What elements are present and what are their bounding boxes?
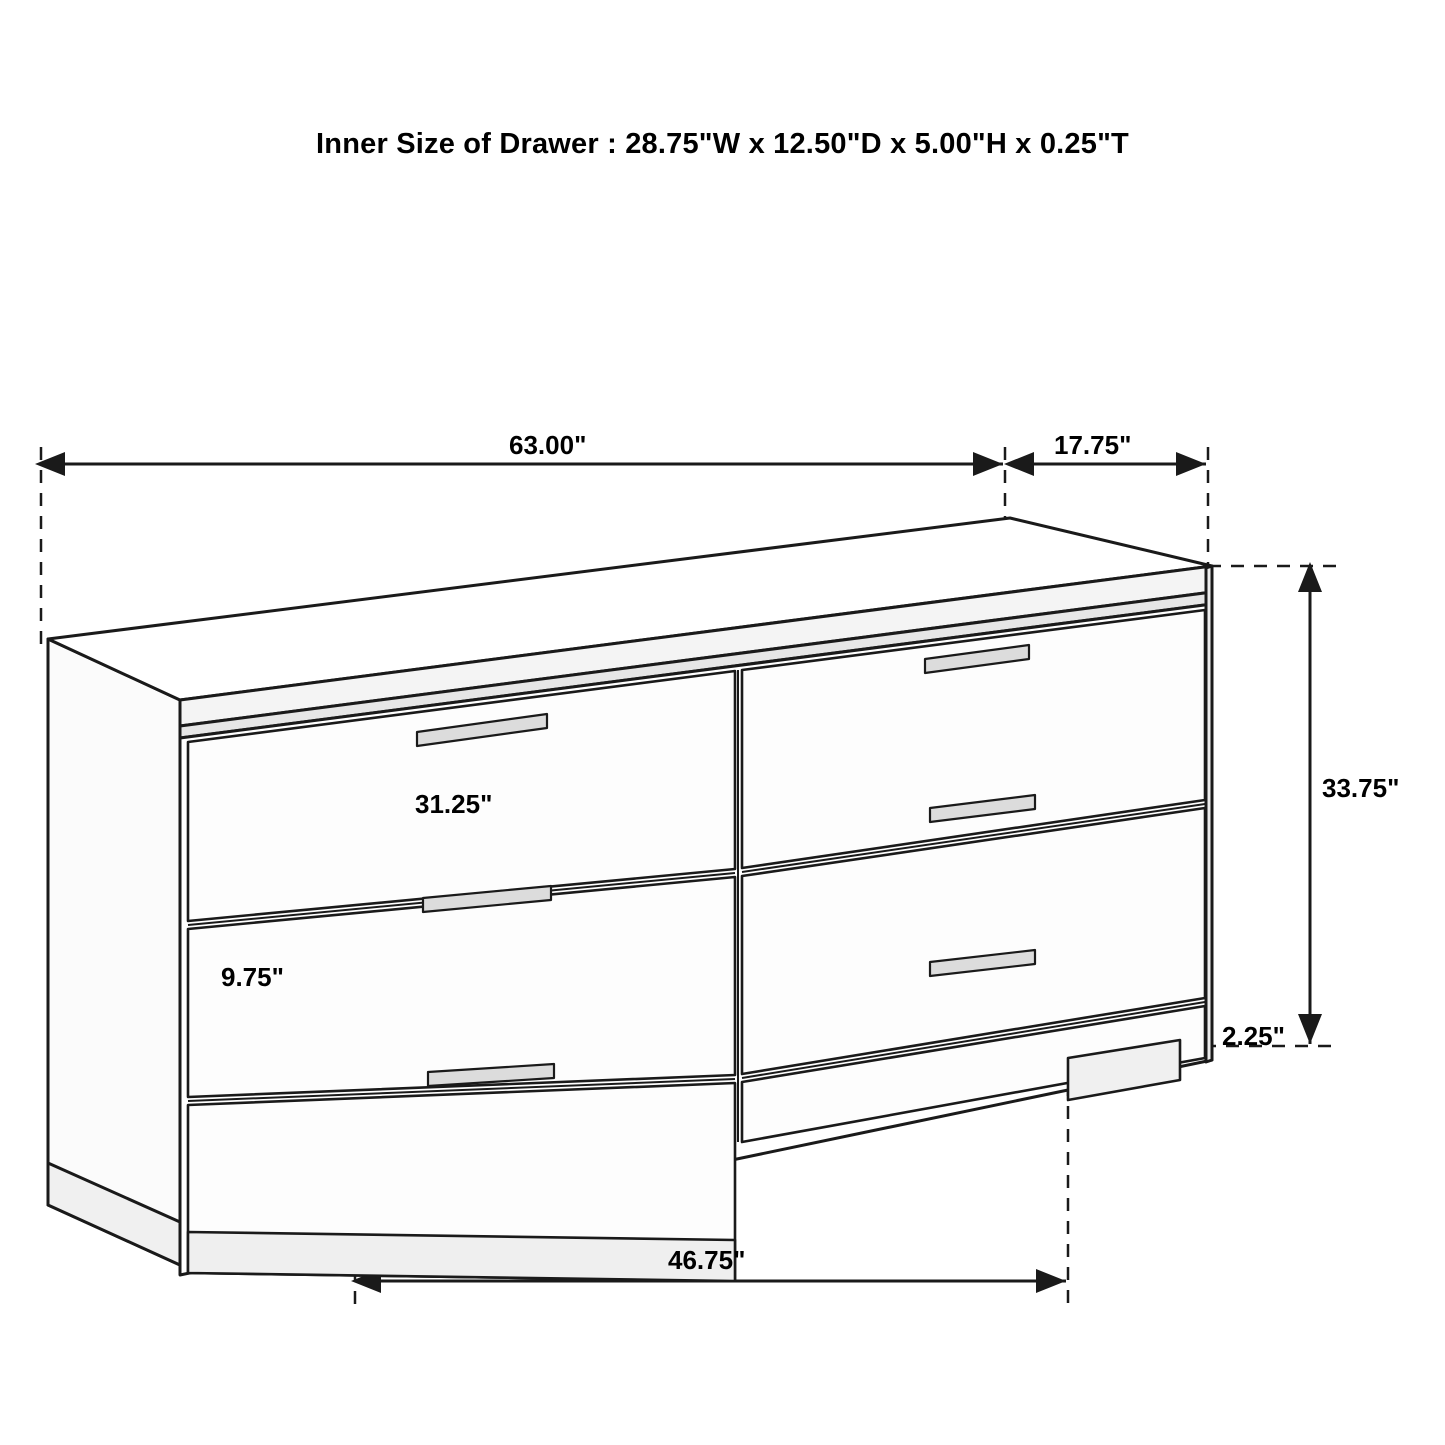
dimension-label-base-span: 46.75" [668, 1245, 746, 1275]
dimension-label-drawer-height: 9.75" [221, 962, 284, 992]
dimension-label-depth: 17.75" [1054, 430, 1132, 460]
dimension-label-width: 63.00" [509, 430, 587, 460]
dimension-label-leg-height: 2.25" [1222, 1021, 1285, 1051]
dimension-label-height: 33.75" [1322, 773, 1400, 803]
base-front [188, 1232, 735, 1281]
diagram-title: Inner Size of Drawer : 28.75"W x 12.50"D x 5.00"H x 0.25"T [316, 128, 1129, 160]
dimension-label-drawer-width: 31.25" [415, 789, 493, 819]
